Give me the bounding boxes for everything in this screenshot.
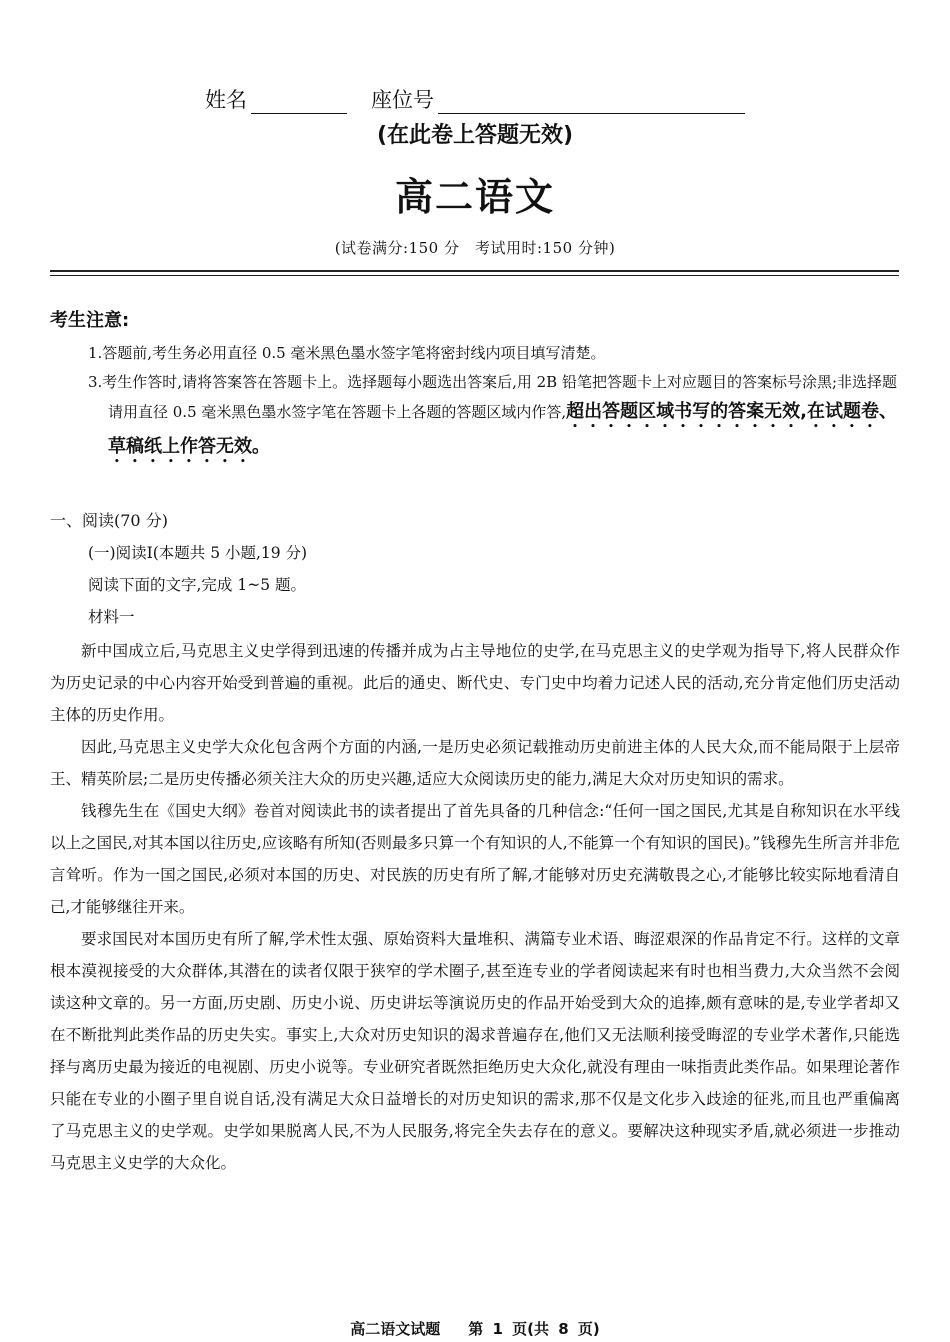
material-body — [50, 635, 900, 1179]
sub-heading: (一)阅读Ⅰ(本题共 5 小题,19 分) — [88, 544, 308, 562]
notice-heading: 考生注意: — [50, 310, 130, 331]
header-rule-thin — [50, 275, 899, 276]
paragraph: 新中国成立后,马克思主义史学得到迅速的传播并成为占主导地位的史学,在马克思主义的史学观为指导下,将人民群众作为历史记录的中心内容开始受到普遍的重视。此后的通史、断代史、专门史中均着力记述人民的活动,充分肯定他们历史活动主体的历史作用。 — [50, 642, 900, 724]
material-label: 材料一 — [88, 608, 135, 626]
page-footer — [0, 1318, 950, 1339]
name-blank — [251, 93, 347, 114]
seat-blank — [438, 93, 745, 114]
notice-list — [50, 339, 900, 467]
page-title: 高二语文 — [394, 174, 555, 219]
notice-item-1: 1.答题前,考生务必用直径 0.5 毫米黑色墨水签字笔将密封线内项目填写清楚。 — [88, 344, 606, 362]
invalid-note: (在此卷上答题无效) — [376, 123, 574, 148]
footer-page-number: 第 1 页(共 8 页) — [468, 1320, 600, 1338]
seat-label: 座位号 — [371, 88, 434, 112]
section-heading: 一、阅读(70 分) — [50, 511, 168, 530]
header-rule-thick — [50, 270, 899, 272]
notice-item-3-text: 3.考生作答时,请将答案答在答题卡上。选择题每小题选出答案后,用 2B 铅笔把答题卡上对应题目的答案标号涂黑;非选择题请用直径 0.5 毫米黑色墨水签字笔在答题卡上各题的答题区域内作答, — [88, 373, 898, 421]
paragraph: 因此,马克思主义史学大众化包含两个方面的内涵,一是历史必须记载推动历史前进主体的人民大众,而不能局限于上层帝王、精英阶层;二是历史传播必须关注大众的历史兴趣,适应大众阅读历史的能力,满足大众对历史知识的需求。 — [50, 738, 900, 788]
name-label: 姓名 — [205, 88, 247, 112]
paragraph: 钱穆先生在《国史大纲》卷首对阅读此书的读者提出了首先具备的几种信念:“任何一国之国民,尤其是自称知识在水平线以上之国民,对其本国以往历史,应该略有所知(否则最多只算一个有知识的人,不能算一个有知识的国民)。”钱穆先生所言并非危言耸听。作为一国之国民,必须对本国的历史、对民族的历史有所了解,才能够对历史充满敬畏之心,才能够比较实际地看清自己,才能够继往开来。 — [50, 802, 900, 916]
notice-emphasis: 超出答题区域书写的答案无效,在试题卷、草稿纸上作答无效。 — [108, 401, 898, 457]
footer-subject: 高二语文试题 — [350, 1320, 441, 1338]
paragraph: 要求国民对本国历史有所了解,学术性太强、原始资料大量堆积、满篇专业术语、晦涩艰深的作品肯定不行。这样的文章根本漠视接受的大众群体,其潜在的读者仅限于狭窄的学术圈子,甚至连专业的学者阅读起来有时也相当费力,大众当然不会阅读这种文章的。另一方面,历史剧、历史小说、历史讲坛等演说历史的作品开始受到大众的追捧,颇有意味的是,专业学者却又在不断批判此类作品的历史失实。事实上,大众对历史知识的渴求普遍存在,他们又无法顺利接受晦涩的专业学术著作,只能选择与离历史最为接近的电视剧、历史小说等。专业研究者既然拒绝历史大众化,就没有理由一味指责此类作品。如果理论著作只能在专业的小圈子里自说自话,没有满足大众日益增长的对历史知识的需求,那不仅是文化步入歧途的征兆,而且也严重偏离了马克思主义的史学观。史学如果脱离人民,不为人民服务,将完全失去存在的意义。要解决这种现实矛盾,就必须进一步推动马克思主义史学的大众化。 — [50, 930, 900, 1172]
name-seat-row — [205, 84, 745, 114]
reading-instruction: 阅读下面的文字,完成 1~5 题。 — [88, 576, 306, 594]
exam-info: (试卷满分:150 分 考试用时:150 分钟) — [334, 239, 616, 257]
notice-item-3 — [50, 368, 900, 467]
